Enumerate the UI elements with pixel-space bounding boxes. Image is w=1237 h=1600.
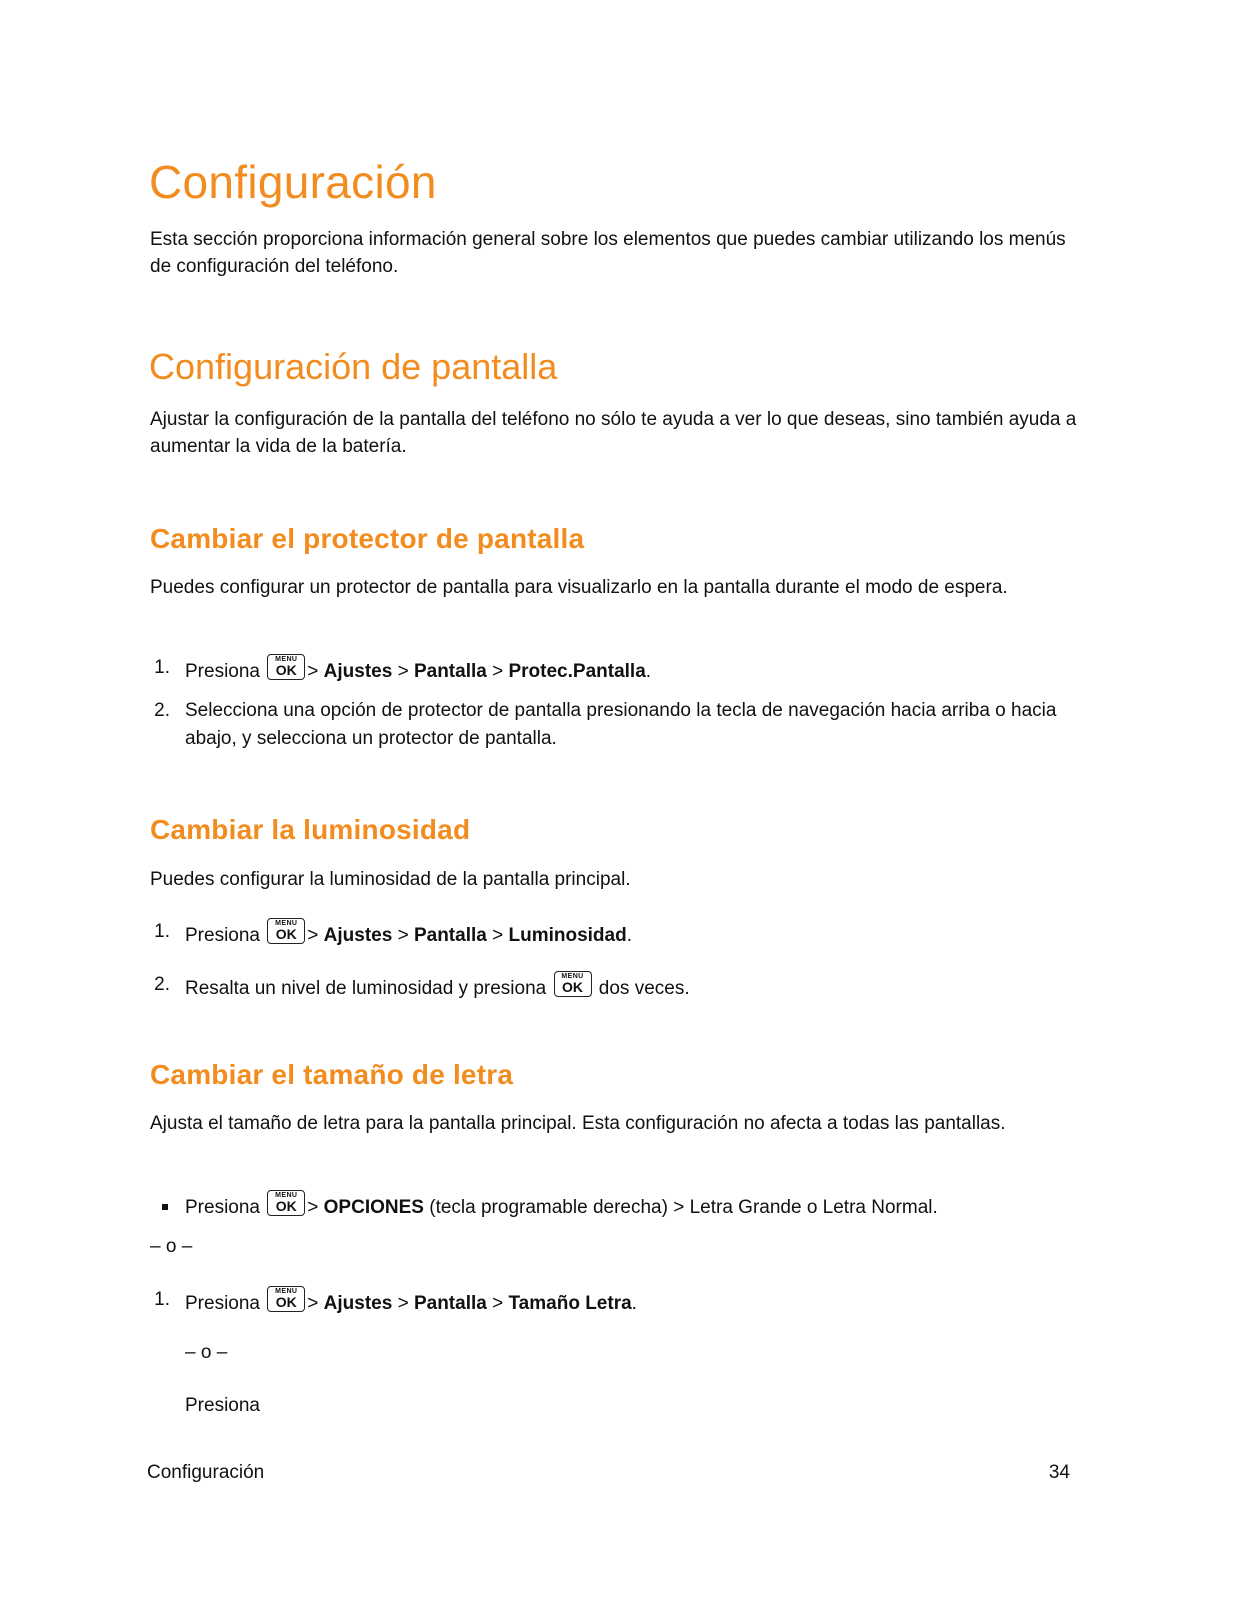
bullet-icon xyxy=(162,1204,168,1210)
page-title: Configuración xyxy=(149,156,437,208)
menu-path-ajustes: Ajustes xyxy=(323,925,393,946)
menu-path-tamano-letra: Tamaño Letra xyxy=(508,1293,632,1314)
step-number: 1. xyxy=(154,657,170,678)
step-number: 1. xyxy=(154,921,170,942)
intro-paragraph: Esta sección proporciona información general sobre los elementos que puedes cambiar utilizando los menús de configuración del teléfono. xyxy=(150,229,1066,277)
step-text: Resalta un nivel de luminosidad y presiona xyxy=(185,978,547,999)
fontsize-paragraph: Ajusta el tamaño de letra para la pantalla principal. Esta configuración no afecta a todas las pantallas. xyxy=(150,1113,1006,1134)
step-number: 2. xyxy=(154,700,170,721)
step-number: 1. xyxy=(154,1289,170,1310)
menu-ok-key-icon: MENU OK xyxy=(267,654,305,680)
brightness-paragraph: Puedes configurar la luminosidad de la pantalla principal. xyxy=(150,869,631,890)
menu-path-pantalla: Pantalla xyxy=(413,925,487,946)
menu-path-protector: Protec.Pantalla xyxy=(508,661,646,682)
fontsize-heading: Cambiar el tamaño de letra xyxy=(150,1059,514,1090)
menu-path-ajustes: Ajustes xyxy=(323,1293,393,1314)
step-text-after: dos veces. xyxy=(598,978,690,999)
document-page: Configuración Esta sección proporciona información general sobre los elementos que puedes cambiar utilizando los menús de configuración del teléfono. Configuración de pantalla Ajustar la configuración de la pantalla del teléfono no sólo te ayuda a ver lo que deseas, sino también ayuda a aumentar la vida de la batería. Cambiar el protector de pantalla Puedes configurar un protector de pantalla para visualizarlo en la pantalla durante el modo de espera. 1. Presiona MENU OK > Ajustes > Pantalla > Protec.Pantalla. 2. Selecciona una opción de protector de pantalla presionando la tecla de navegación hacia arriba o hacia abajo, y selecciona un protector de pantalla. Cambiar la luminosidad Puedes configurar la luminosidad de la pantalla principal. 1. Presiona MENU OK > Ajustes > Pantalla > Luminosidad. 2. Resalta un nivel de luminosidad y presiona MENU OK dos veces. Cambiar el tamaño de letra Ajusta el tamaño de letra para la pantalla principal. Esta configuración no afecta a todas las pantallas. Presiona MENU OK > OPCIONES (tecla programable derecha) > Letra Grande o Letra Normal. – o – 1. Presiona MENU OK > Ajustes > Pantalla > Tamaño Letra. – o – Presiona Configuración 34 xyxy=(0,0,1237,1600)
menu-ok-key-icon: MENU OK xyxy=(267,918,305,944)
or-separator-2: – o – xyxy=(185,1342,228,1363)
footer-page-number: 34 xyxy=(1048,1462,1070,1483)
menu-path-opciones: OPCIONES xyxy=(323,1197,424,1218)
section-paragraph: Ajustar la configuración de la pantalla del teléfono no sólo te ayuda a ver lo que deseas, sino también ayuda a aumentar la vida de la batería. xyxy=(150,409,1077,457)
menu-ok-key-icon: MENU OK xyxy=(554,971,592,997)
menu-path-ajustes: Ajustes xyxy=(323,661,393,682)
menu-ok-key-icon: MENU OK xyxy=(267,1190,305,1216)
brightness-heading: Cambiar la luminosidad xyxy=(150,814,471,845)
menu-path-pantalla: Pantalla xyxy=(413,661,487,682)
screensaver-heading: Cambiar el protector de pantalla xyxy=(150,523,585,554)
menu-ok-key-icon: MENU OK xyxy=(267,1286,305,1312)
fontsize-bullet: Presiona MENU OK > OPCIONES (tecla programable derecha) > Letra Grande o Letra Normal. xyxy=(0,1190,1100,1218)
or-separator: – o – xyxy=(150,1236,193,1257)
step-text: Presiona xyxy=(185,1293,260,1314)
footer-section-name: Configuración xyxy=(147,1462,265,1483)
menu-path-pantalla: Pantalla xyxy=(413,1293,487,1314)
step-number: 2. xyxy=(154,974,170,995)
press-text: Presiona xyxy=(185,1395,260,1416)
menu-path-luminosidad: Luminosidad xyxy=(508,925,627,946)
screensaver-paragraph: Puedes configurar un protector de pantalla para visualizarlo en la pantalla durante el modo de espera. xyxy=(150,577,1008,598)
bullet-text: Presiona xyxy=(185,1197,260,1218)
step-text: Presiona xyxy=(185,661,260,682)
section-title: Configuración de pantalla xyxy=(149,346,558,387)
bullet-rest: (tecla programable derecha) > Letra Grande o Letra Normal. xyxy=(429,1197,938,1218)
step-text: Selecciona una opción de protector de pantalla presionando la tecla de navegación hacia arriba o hacia abajo, y selecciona un protector de pantalla. xyxy=(185,700,1057,749)
step-text: Presiona xyxy=(185,925,260,946)
